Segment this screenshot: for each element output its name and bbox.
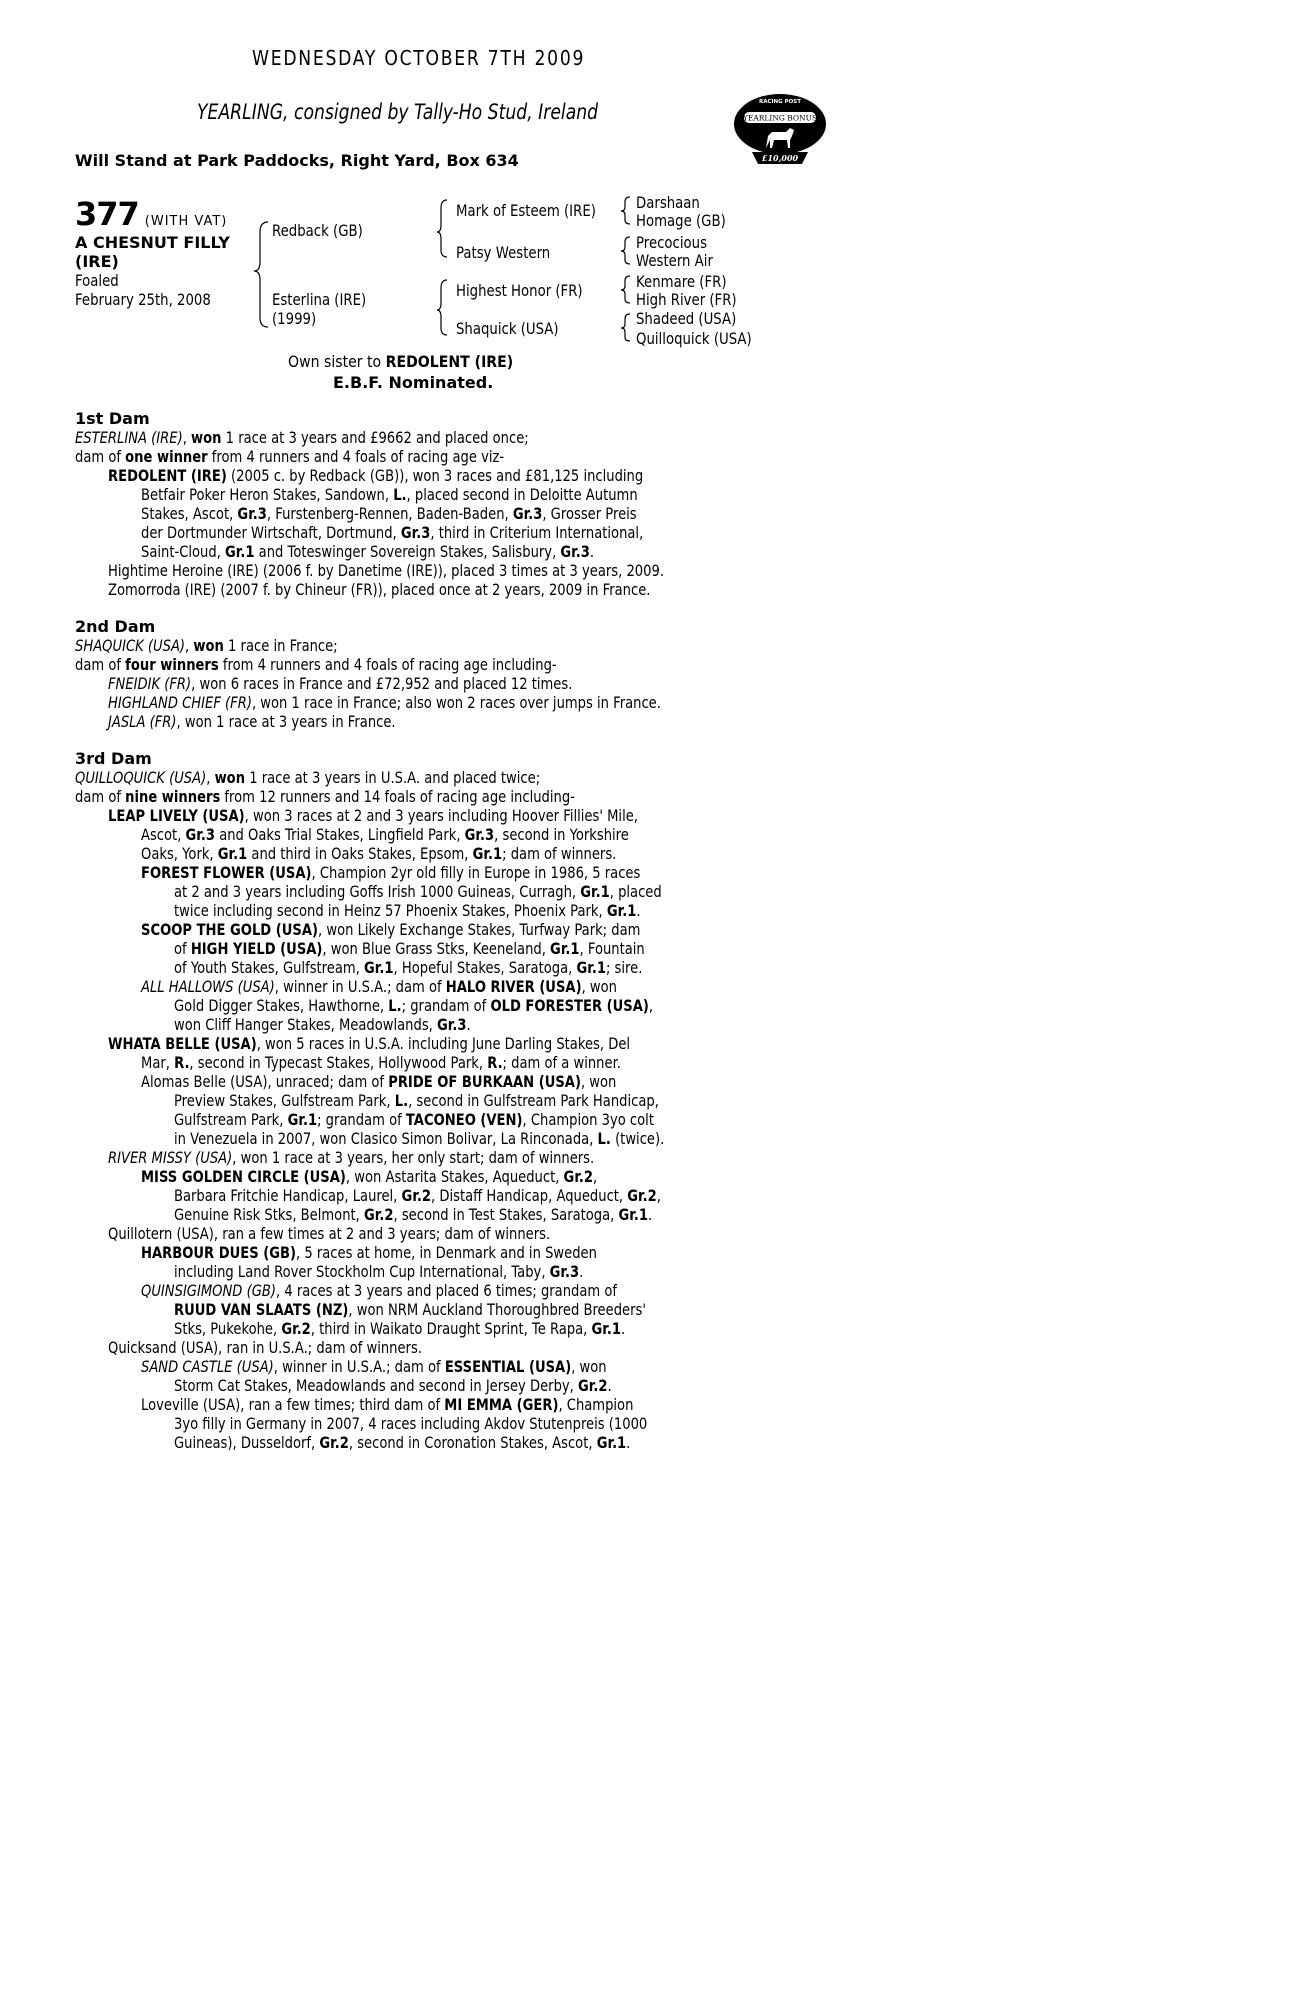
text-run: at 2 and 3 years including Goffs Irish 1000 Guineas, Curragh, <box>174 882 581 901</box>
dam-line <box>174 1433 650 1452</box>
text-run: , 4 races at 3 years and placed 6 times; grandam of <box>275 1281 618 1300</box>
bold-text: OLD FORESTER (USA) <box>490 996 649 1015</box>
foaled-date: February 25th, 2008 <box>75 290 211 309</box>
dam-line <box>141 1167 644 1186</box>
text-run: . <box>647 1205 653 1224</box>
pedigree-sire: Redback (GB) <box>272 221 363 240</box>
dam-line <box>141 1243 644 1262</box>
text-run: ; dam of winners. <box>502 844 617 863</box>
dam-heading: 1st Dam <box>75 409 150 428</box>
logo-amount: £10,000 <box>761 153 799 163</box>
bold-text: Gr.2 <box>401 1186 432 1205</box>
dam-line <box>75 447 633 466</box>
dam-line <box>174 1319 650 1338</box>
pedigree-g3-6: High River (FR) <box>636 290 737 309</box>
text-run: 1 race at 3 years in U.S.A. and placed twice; <box>245 768 541 787</box>
bold-text: HIGH YIELD (USA) <box>190 939 323 958</box>
dam-line <box>141 1053 644 1072</box>
sale-date: WEDNESDAY OCTOBER 7TH 2009 <box>252 46 586 70</box>
pedigree-g3-2: Homage (GB) <box>636 211 726 230</box>
dam-section <box>75 409 755 599</box>
bold-text: Gr.1 <box>217 844 248 863</box>
text-run: , Hopeful Stakes, Saratoga, <box>393 958 577 977</box>
text-run: Mar, <box>141 1053 175 1072</box>
text-run: , won 6 races in France and £72,952 and placed 12 times. <box>191 674 573 693</box>
dam-line <box>108 1034 639 1053</box>
text-run: and third in Oaks Stakes, Epsom, <box>247 844 473 863</box>
text-run: ; grandam of <box>317 1110 406 1129</box>
text-run: (2005 c. by Redback (GB)), won 3 races and £81,125 including <box>226 466 644 485</box>
horse-name-line2: (IRE) <box>75 252 119 271</box>
bold-text: Gr.1 <box>606 901 637 920</box>
dam-history <box>75 409 755 1452</box>
sister-prefix: Own sister to <box>288 352 386 371</box>
dam-line <box>141 1281 644 1300</box>
dam-line <box>75 768 633 787</box>
pedigree-g3-5: Kenmare (FR) <box>636 272 727 291</box>
dam-section <box>75 617 755 731</box>
bold-text: R. <box>487 1053 503 1072</box>
italic-text: SHAQUICK (USA) <box>75 636 186 655</box>
dam-line <box>174 1376 650 1395</box>
bold-text: Gr.2 <box>364 1205 394 1224</box>
text-run: , placed <box>609 882 662 901</box>
text-run: , won <box>581 977 617 996</box>
pedigree-dam-sire: Highest Honor (FR) <box>456 281 583 300</box>
bold-text: Gr.2 <box>319 1433 349 1452</box>
dam-line <box>141 863 644 882</box>
logo-mid-text: YEARLING BONUS <box>742 113 818 123</box>
pedigree-sire-dam: Patsy Western <box>456 243 551 262</box>
bold-text: Gr.1 <box>591 1319 622 1338</box>
text-run: and Oaks Trial Stakes, Lingfield Park, <box>215 825 465 844</box>
text-run: Oaks, York, <box>141 844 218 863</box>
lot-number: 377 <box>75 195 139 233</box>
italic-text: QUILLOQUICK (USA) <box>75 768 207 787</box>
bold-text: won <box>193 636 224 655</box>
horse-name-line1: A CHESNUT FILLY <box>75 233 230 252</box>
text-run: Quicksand (USA), ran in U.S.A.; dam of winners. <box>108 1338 422 1357</box>
text-run: Genuine Risk Stks, Belmont, <box>174 1205 365 1224</box>
dam-line <box>141 1395 644 1414</box>
pedigree-dam-year: (1999) <box>272 309 317 328</box>
bold-text: WHATA BELLE (USA) <box>108 1034 257 1053</box>
dam-line <box>141 542 644 561</box>
bold-text: L. <box>393 485 407 504</box>
pedigree-g3-1: Darshaan <box>636 193 700 212</box>
logo-top-text: RACING POST <box>758 99 802 105</box>
bold-text: Gr.1 <box>580 882 610 901</box>
bold-text: RUUD VAN SLAATS (NZ) <box>174 1300 349 1319</box>
dam-line <box>75 428 633 447</box>
italic-text: SAND CASTLE (USA) <box>141 1357 274 1376</box>
dam-line <box>108 1338 639 1357</box>
text-run: dam of <box>75 787 126 806</box>
text-run: ; dam of a winner. <box>502 1053 621 1072</box>
bold-text: nine winners <box>125 787 221 806</box>
text-run: , second in Coronation Stakes, Ascot, <box>348 1433 597 1452</box>
bold-text: won <box>214 768 246 787</box>
bold-text: R. <box>174 1053 190 1072</box>
text-run: , 5 races at home, in Denmark and in Sweden <box>296 1243 597 1262</box>
text-run: , third in Criterium International, <box>430 523 644 542</box>
italic-text: JASLA (FR) <box>108 712 177 731</box>
text-run: , second in Typecast Stakes, Hollywood Park, <box>189 1053 488 1072</box>
bold-text: FOREST FLOWER (USA) <box>141 863 312 882</box>
bold-text: Gr.1 <box>225 542 255 561</box>
text-run: Preview Stakes, Gulfstream Park, <box>174 1091 395 1110</box>
pedigree-dam-dam: Shaquick (USA) <box>456 319 559 338</box>
bold-text: TACONEO (VEN) <box>405 1110 523 1129</box>
italic-text: HIGHLAND CHIEF (FR) <box>108 693 252 712</box>
text-run: , Furstenberg-Rennen, Baden-Baden, <box>266 504 513 523</box>
text-run: from 4 runners and 4 foals of racing age viz- <box>207 447 505 466</box>
bold-text: MI EMMA (GER) <box>444 1395 559 1414</box>
text-run: including Land Rover Stockholm Cup International, Taby, <box>174 1262 550 1281</box>
dam-line <box>174 882 662 901</box>
text-run: Guineas), Dusseldorf, <box>174 1433 320 1452</box>
text-run: , won Astarita Stakes, Aqueduct, <box>345 1167 564 1186</box>
dam-line <box>141 1072 644 1091</box>
text-run: , Champion 3yo colt <box>522 1110 654 1129</box>
bold-text: four winners <box>125 655 219 674</box>
pedigree-sire-sire: Mark of Esteem (IRE) <box>456 201 596 220</box>
bold-text: won <box>191 428 222 447</box>
dam-line <box>141 977 644 996</box>
text-run: , won NRM Auckland Thoroughbred Breeders' <box>348 1300 646 1319</box>
italic-text: ESTERLINA (IRE) <box>75 428 183 447</box>
dam-line <box>174 1129 665 1148</box>
text-run: , second in Test Stakes, Saratoga, <box>393 1205 619 1224</box>
text-run: 3yo filly in Germany in 2007, 4 races including Akdov Stutenpreis (1000 <box>174 1414 648 1433</box>
text-run: , won 1 race at 3 years, her only start; dam of winners. <box>232 1148 595 1167</box>
bold-text: HARBOUR DUES (GB) <box>141 1243 297 1262</box>
text-run: , <box>648 996 654 1015</box>
bold-text: Gr.3 <box>185 825 216 844</box>
own-sister-note <box>288 352 513 371</box>
pedigree-g3-4: Western Air <box>636 251 713 270</box>
dam-line <box>174 1205 653 1224</box>
foaled-label: Foaled <box>75 271 119 290</box>
text-run: . <box>636 901 641 920</box>
bold-text: one winner <box>125 447 208 466</box>
dam-line <box>108 580 651 599</box>
text-run: Loveville (USA), ran a few times; third dam of <box>141 1395 445 1414</box>
text-run: , <box>185 636 194 655</box>
consignor-line: YEARLING, consigned by Tally-Ho Stud, Ireland <box>197 100 599 124</box>
bold-text: MISS GOLDEN CIRCLE (USA) <box>141 1167 346 1186</box>
bold-text: Gr.3 <box>560 542 590 561</box>
bold-text: Gr.1 <box>287 1110 318 1129</box>
text-run: ; grandam of <box>401 996 491 1015</box>
dam-line <box>108 466 644 485</box>
dam-line <box>174 939 650 958</box>
text-run: Quillotern (USA), ran a few times at 2 and 3 years; dam of winners. <box>108 1224 551 1243</box>
text-run: 1 race at 3 years and £9662 and placed once; <box>221 428 529 447</box>
bold-text: Gr.1 <box>596 1433 627 1452</box>
text-run: . <box>607 1376 612 1395</box>
bold-text: Gr.1 <box>618 1205 648 1224</box>
text-run: Stakes, Ascot, <box>141 504 238 523</box>
dam-section <box>75 749 755 1452</box>
dam-line <box>141 825 644 844</box>
dam-line <box>174 901 650 920</box>
italic-text: FNEIDIK (FR) <box>108 674 192 693</box>
text-run: , won 1 race in France; also won 2 races over jumps in France. <box>251 693 661 712</box>
dam-line <box>108 561 665 580</box>
dam-line <box>141 504 644 523</box>
text-run: . <box>579 1262 584 1281</box>
dam-line <box>174 1414 650 1433</box>
text-run: Gold Digger Stakes, Hawthorne, <box>174 996 389 1015</box>
dam-line <box>174 1091 659 1110</box>
text-run: 1 race in France; <box>223 636 338 655</box>
text-run: , Distaff Handicap, Aqueduct, <box>431 1186 628 1205</box>
text-run: , <box>656 1186 661 1205</box>
dam-line <box>174 1110 654 1129</box>
dam-line <box>141 523 644 542</box>
text-run: Stks, Pukekohe, <box>174 1319 282 1338</box>
text-run: , winner in U.S.A.; dam of <box>274 977 446 996</box>
pedigree-g3-7: Shadeed (USA) <box>636 309 737 328</box>
dam-line <box>174 1300 650 1319</box>
text-run: Gulfstream Park, <box>174 1110 288 1129</box>
dam-heading: 3rd Dam <box>75 749 152 768</box>
bold-text: Gr.1 <box>550 939 580 958</box>
text-run: of <box>174 939 191 958</box>
dam-line <box>108 1148 639 1167</box>
dam-line <box>75 636 633 655</box>
dam-heading: 2nd Dam <box>75 617 156 636</box>
text-run: of Youth Stakes, Gulfstream, <box>174 958 365 977</box>
text-run: won Cliff Hanger Stakes, Meadowlands, <box>174 1015 438 1034</box>
text-run: , won <box>580 1072 617 1091</box>
bold-text: L. <box>394 1091 409 1110</box>
text-run: from 4 runners and 4 foals of racing age including- <box>218 655 557 674</box>
vat-note: (WITH VAT) <box>144 214 228 229</box>
dam-line <box>75 655 633 674</box>
dam-line <box>108 674 639 693</box>
text-run: Alomas Belle (USA), unraced; dam of <box>141 1072 389 1091</box>
text-run: , won 3 races at 2 and 3 years including Hoover Fillies' Mile, <box>244 806 638 825</box>
pedigree-g3-8: Quilloquick (USA) <box>636 329 752 348</box>
dam-line <box>174 958 650 977</box>
text-run: Hightime Heroine (IRE) (2006 f. by Danetime (IRE)), placed 3 times at 3 years, 2009. <box>108 561 665 580</box>
dam-line <box>75 787 633 806</box>
text-run: , second in Gulfstream Park Handicap, <box>408 1091 659 1110</box>
bold-text: Gr.3 <box>437 1015 467 1034</box>
dam-line <box>108 712 639 731</box>
bold-text: Gr.2 <box>627 1186 657 1205</box>
text-run: , second in Yorkshire <box>494 825 629 844</box>
bold-text: Gr.1 <box>472 844 503 863</box>
bold-text: Gr.2 <box>563 1167 594 1186</box>
text-run: Storm Cat Stakes, Meadowlands and second in Jersey Derby, <box>174 1376 579 1395</box>
text-run: . <box>626 1433 631 1452</box>
text-run: (twice). <box>610 1129 665 1148</box>
sister-name: REDOLENT (IRE) <box>385 352 514 371</box>
dam-line <box>141 844 644 863</box>
text-run: ; sire. <box>605 958 643 977</box>
text-run: twice including second in Heinz 57 Phoenix Stakes, Phoenix Park, <box>174 901 607 920</box>
bold-text: SCOOP THE GOLD (USA) <box>141 920 319 939</box>
italic-text: RIVER MISSY (USA) <box>108 1148 233 1167</box>
text-run: , Champion 2yr old filly in Europe in 1986, 5 races <box>311 863 641 882</box>
text-run: . <box>621 1319 626 1338</box>
text-run: dam of <box>75 655 126 674</box>
text-run: , Fountain <box>579 939 645 958</box>
text-run: , won 5 races in U.S.A. including June Darling Stakes, Del <box>256 1034 631 1053</box>
bold-text: PRIDE OF BURKAAN (USA) <box>388 1072 581 1091</box>
italic-text: QUINSIGIMOND (GB) <box>141 1281 276 1300</box>
text-run: , placed second in Deloitte Autumn <box>406 485 638 504</box>
dam-line <box>141 920 644 939</box>
text-run: , won 1 race at 3 years in France. <box>176 712 396 731</box>
text-run: dam of <box>75 447 126 466</box>
dam-line <box>108 693 661 712</box>
stand-location: Will Stand at Park Paddocks, Right Yard, Box 634 <box>75 151 519 170</box>
text-run: , third in Waikato Draught Sprint, Te Rapa, <box>310 1319 592 1338</box>
text-run: , won <box>571 1357 607 1376</box>
pedigree-g3-3: Precocious <box>636 233 707 252</box>
text-run: . <box>589 542 595 561</box>
text-run: . <box>466 1015 471 1034</box>
text-run: Saint-Cloud, <box>141 542 226 561</box>
dam-line <box>174 996 654 1015</box>
bold-text: L. <box>388 996 402 1015</box>
bold-text: Gr.1 <box>576 958 606 977</box>
bold-text: LEAP LIVELY (USA) <box>108 806 245 825</box>
text-run: , won Blue Grass Stks, Keeneland, <box>322 939 551 958</box>
text-run: , winner in U.S.A.; dam of <box>273 1357 445 1376</box>
bold-text: Gr.1 <box>364 958 394 977</box>
dam-line <box>174 1015 650 1034</box>
bold-text: HALO RIVER (USA) <box>445 977 582 996</box>
text-run: , <box>182 428 192 447</box>
bold-text: Gr.3 <box>512 504 543 523</box>
bold-text: REDOLENT (IRE) <box>108 466 227 485</box>
italic-text: ALL HALLOWS (USA) <box>141 977 275 996</box>
text-run: , Champion <box>558 1395 634 1414</box>
bold-text: Gr.2 <box>281 1319 311 1338</box>
dam-line <box>141 1357 644 1376</box>
text-run: , <box>593 1167 598 1186</box>
bold-text: Gr.3 <box>464 825 495 844</box>
text-run: Barbara Fritchie Handicap, Laurel, <box>174 1186 402 1205</box>
text-run: Zomorroda (IRE) (2007 f. by Chineur (FR)), placed once at 2 years, 2009 in France. <box>108 580 651 599</box>
text-run: from 12 runners and 14 foals of racing age including- <box>220 787 575 806</box>
text-run: and Toteswinger Sovereign Stakes, Salisbury, <box>254 542 561 561</box>
text-run: , won Likely Exchange Stakes, Turfway Park; dam <box>318 920 641 939</box>
dam-line <box>174 1262 650 1281</box>
dam-line <box>174 1186 661 1205</box>
bold-text: Gr.3 <box>400 523 431 542</box>
dam-line <box>108 806 639 825</box>
text-run: in Venezuela in 2007, won Clasico Simon Bolivar, La Rinconada, <box>174 1129 598 1148</box>
text-run: der Dortmunder Wirtschaft, Dortmund, <box>141 523 401 542</box>
dam-line <box>141 485 644 504</box>
text-run: , Grosser Preis <box>542 504 637 523</box>
bold-text: L. <box>597 1129 611 1148</box>
bold-text: ESSENTIAL (USA) <box>444 1357 572 1376</box>
pedigree-dam: Esterlina (IRE) <box>272 290 367 309</box>
bold-text: Gr.3 <box>237 504 267 523</box>
text-run: , <box>206 768 215 787</box>
ebf-note: E.B.F. Nominated. <box>333 373 494 392</box>
dam-line <box>108 1224 639 1243</box>
text-run: Betfair Poker Heron Stakes, Sandown, <box>141 485 394 504</box>
bold-text: Gr.2 <box>578 1376 608 1395</box>
text-run: Ascot, <box>141 825 186 844</box>
bold-text: Gr.3 <box>549 1262 580 1281</box>
